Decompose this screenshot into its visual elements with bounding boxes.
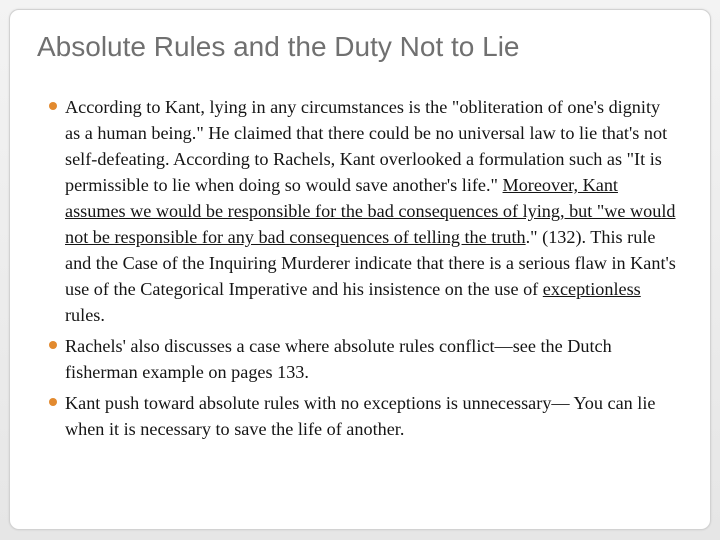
bullet-list xyxy=(48,94,678,447)
bullet-text: rules. xyxy=(65,305,105,325)
slide-title: Absolute Rules and the Duty Not to Lie xyxy=(37,31,520,62)
bullet-item-kant-lying xyxy=(48,94,678,328)
bullet-text: Rachels' also discusses a case where absolute rules conflict—see the Dutch fisherman example on pages 133. xyxy=(65,336,612,382)
bullet-dot-icon xyxy=(49,102,57,110)
underlined-term: exceptionless xyxy=(542,279,641,299)
bullet-item-absolute-rules-conflict xyxy=(48,333,678,385)
bullet-text: Kant push toward absolute rules with no exceptions is unnecessary— You can lie when it is necessary to save the life of another. xyxy=(65,393,656,439)
bullet-text: ." (132). This rule and the Case of the Inquiring Murderer indicate that there is a serious flaw in Kant's use of the Categorical Imperative and his insistence on the use of xyxy=(65,227,676,299)
bullet-item-lie-to-save-life xyxy=(48,390,678,442)
underlined-quote: Moreover, Kant assumes we would be responsible for the bad consequences of lying, but "we would not be responsible for any bad consequences of telling the truth xyxy=(65,175,676,247)
bullet-text: According to Kant, lying in any circumstances is the "obliteration of one's dignity as a human being." He claimed that there could be no universal law to lie that's not self-defeating. According to Rachels, Kant overlooked a formulation such as "It is permissible to lie when doing so would save another's life." xyxy=(65,97,668,195)
bullet-dot-icon xyxy=(49,398,57,406)
bullet-dot-icon xyxy=(49,341,57,349)
